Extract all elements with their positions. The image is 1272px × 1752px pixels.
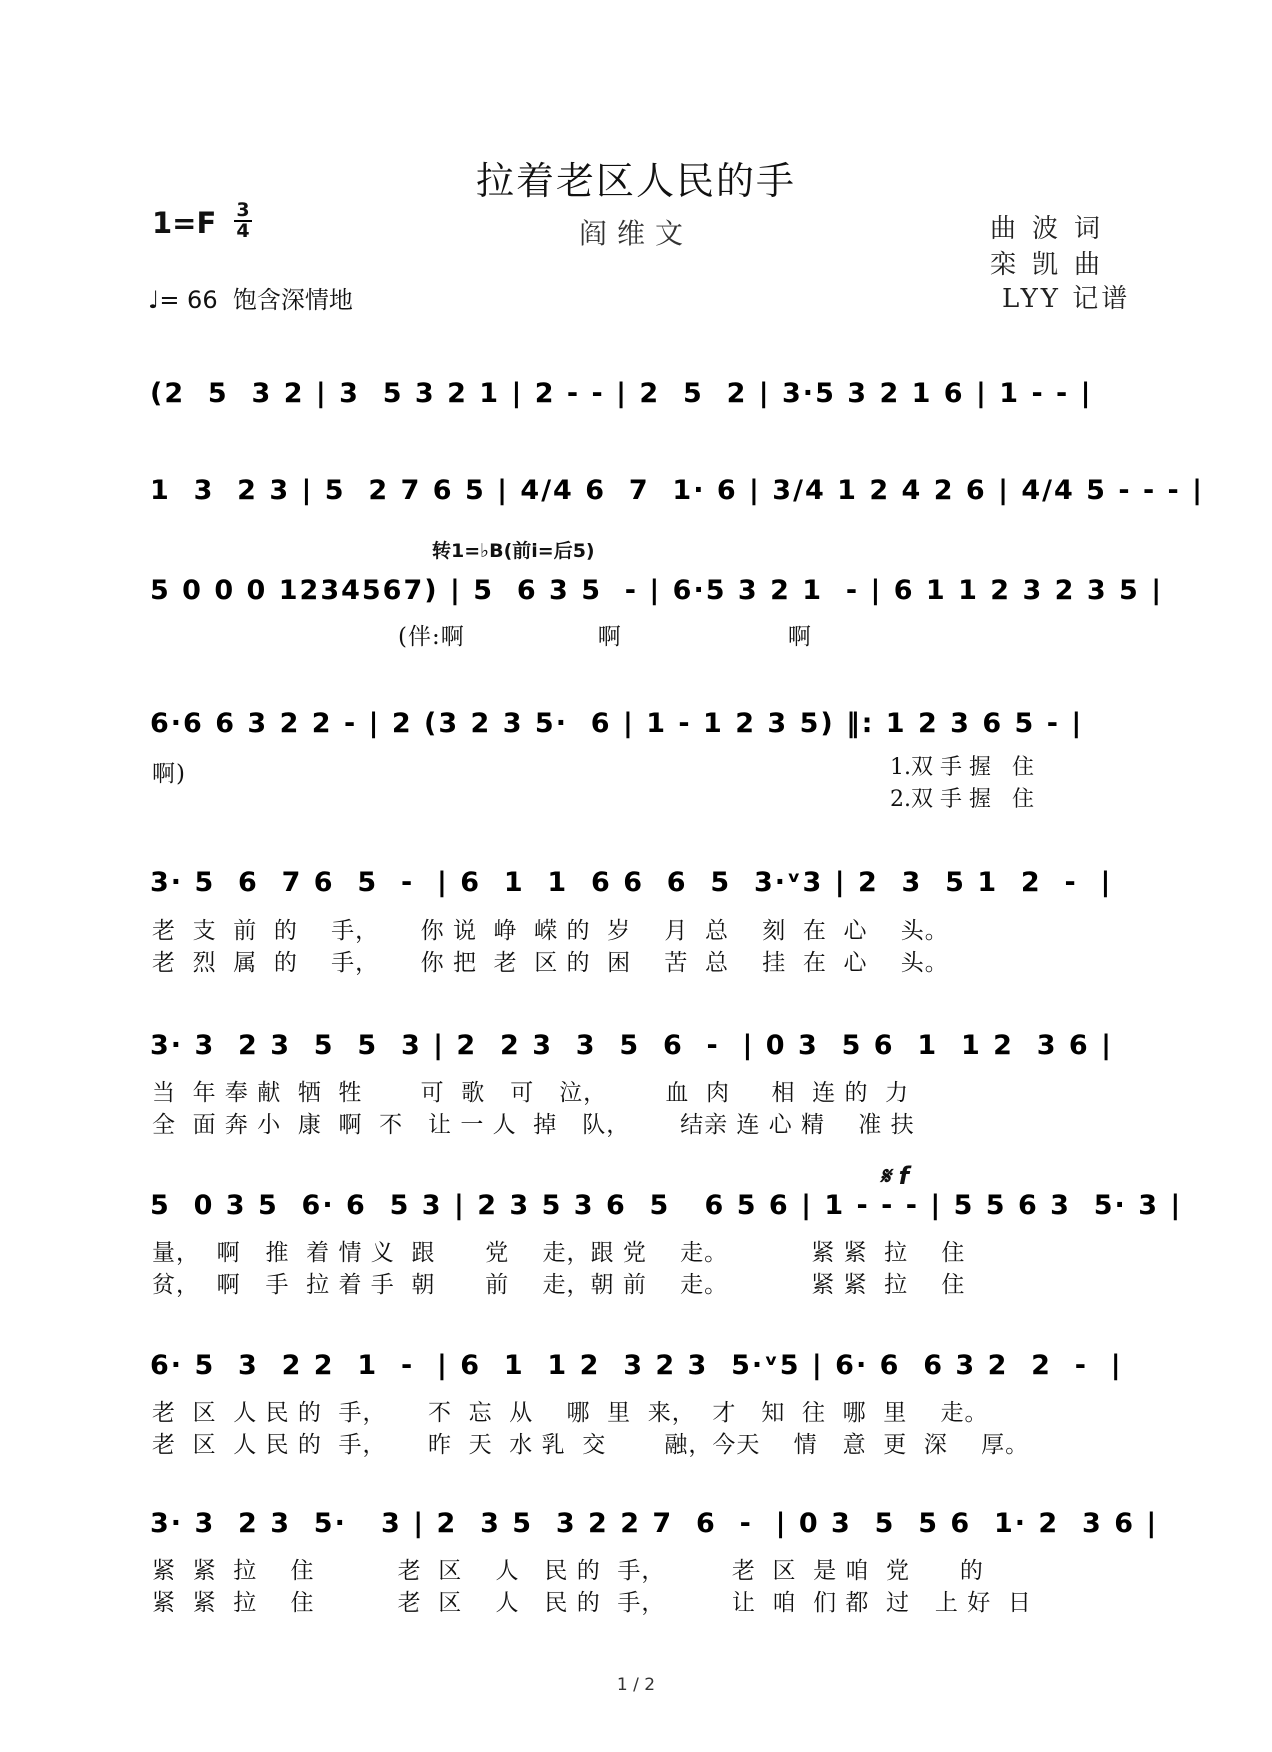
notation-line: 3· 3 2 3 5 5 3 | 2 2 3 3 5 6 - | 0 3 5 6 1 1 2 3 6 | — [150, 1030, 1113, 1061]
composer: 栾凯曲 — [990, 250, 1117, 280]
notation-line: 1 3 2 3 | 5 2 7 6 5 | 4/4 6 7 1· 6 | 3/4 1 2 4 2 6 | 4/4 5 - - - | — [150, 475, 1205, 506]
accompaniment-text: (伴:啊 啊 啊 — [398, 624, 812, 650]
modulation-marking: 转1=♭B(前i=后5) — [432, 540, 595, 562]
lyric-line: 量， 啊 推 着 情 义 跟 党 走，跟 党 走。 紧 紧 拉 住 — [152, 1240, 966, 1266]
lyric-line: 紧 紧 拉 住 老 区 人 民 的 手， 老 区 是 咱 党 的 — [152, 1558, 984, 1584]
notation-line: 5 0 3 5 6· 6 5 3 | 2 3 5 3 6 5 6 5 6 | 1 - - - | 5 5 6 3 5· 3 | — [150, 1190, 1183, 1221]
notation-line: 6· 5 3 2 2 1 - | 6 1 1 2 3 2 3 5·ᵛ5 | 6· 6 6 3 2 2 - | — [150, 1350, 1123, 1381]
transcriber: LYY 记谱 — [1002, 284, 1131, 314]
notation-line: 3· 3 2 3 5· 3 | 2 3 5 3 2 2 7 6 - | 0 3 5 5 6 1· 2 3 6 | — [150, 1508, 1159, 1539]
lyric-line: 老 区 人 民 的 手， 昨 天 水 乳 交 融，今天 情 意 更 深 厚。 — [152, 1432, 1030, 1458]
lyric-line: 紧 紧 拉 住 老 区 人 民 的 手， 让 咱 们 都 过 上 好 日 — [152, 1590, 1032, 1616]
lyricist: 曲波词 — [990, 214, 1117, 244]
notation-line: 6·6 6 3 2 2 - | 2 (3 2 3 5· 6 | 1 - 1 2 3 5) ‖: 1 2 3 6 5 - | — [150, 708, 1084, 739]
lyric-line: 老 区 人 民 的 手， 不 忘 从 哪 里 来， 才 知 往 哪 里 走。 — [152, 1400, 989, 1426]
lyric-line: 贫， 啊 手 拉 着 手 朝 前 走，朝 前 走。 紧 紧 拉 住 — [152, 1272, 966, 1298]
tempo-marking: ♩= 66 饱含深情地 — [148, 286, 353, 314]
page-number: 1 / 2 — [616, 1675, 656, 1695]
notation-line: 3· 5 6 7 6 5 - | 6 1 1 6 6 6 5 3·ᵛ3 | 2 3 5 1 2 - | — [150, 867, 1113, 898]
page-title: 拉着老区人民的手 — [475, 159, 796, 203]
lyric-line: 老 烈 属 的 手， 你 把 老 区 的 困 苦 总 挂 在 心 头。 — [152, 950, 949, 976]
lyric-line: 当 年 奉 献 牺 牲 可 歌 可 泣， 血 肉 相 连 的 力 — [152, 1080, 910, 1106]
time-denominator: 4 — [236, 220, 250, 242]
notation-line: (2 5 3 2 | 3 5 3 2 1 | 2 - - | 2 5 2 | 3·5 3 2 1 6 | 1 - - | — [150, 378, 1093, 409]
time-numerator: 3 — [236, 199, 250, 221]
accompaniment-end: 啊) — [152, 761, 186, 787]
lyric-line: 全 面 奔 小 康 啊 不 让 一 人 掉 队， 结亲 连 心 精 准 扶 — [152, 1112, 915, 1138]
key-signature: 1=F — [152, 206, 217, 240]
segno-forte: 𝄋 f — [880, 1162, 910, 1190]
notation-line: 5 0 0 0 1234567) | 5 6 3 5 - | 6·5 3 2 1 - | 6 1 1 2 3 2 3 5 | — [150, 575, 1164, 606]
lyric-line: 老 支 前 的 手， 你 说 峥 嵘 的 岁 月 总 刻 在 心 头。 — [152, 918, 949, 944]
singer: 阎维文 — [578, 217, 693, 250]
verse-label: 1.双 手 握 住 — [890, 755, 1034, 780]
verse-label: 2.双 手 握 住 — [890, 787, 1034, 812]
